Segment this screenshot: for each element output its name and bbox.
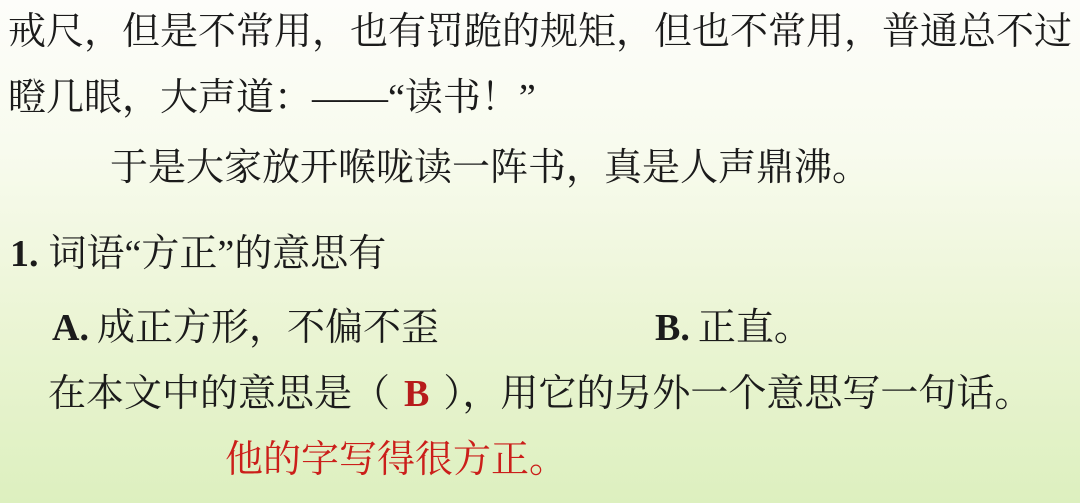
passage-text-line-2: 瞪几眼，大声道：——“读书！” [8,77,536,119]
question-row [10,232,386,278]
question-stem: 词语“方正”的意思有 [48,233,387,275]
question-number: 1. [10,233,39,275]
options-row [52,306,1042,352]
option-b-label: B. [655,307,690,349]
option-b [655,306,812,352]
option-a-label: A. [52,307,89,349]
option-a [52,307,439,349]
answer-letter: B [404,373,430,415]
fill-in-row [48,372,1032,418]
sample-answer: 他的字写得很方正。 [225,439,568,481]
fill-prefix: 在本文中的意思是（ [48,373,391,415]
passage-text-line-1: 戒尺，但是不常用，也有罚跪的规矩，但也不常用，普通总不过 [8,11,1073,53]
option-a-text: 成正方形，不偏不歪 [96,307,439,349]
passage-paragraph-2: 于是大家放开喉咙读一阵书，真是人声鼎沸。 [110,147,871,189]
option-b-text: 正直。 [697,307,812,349]
fill-suffix: ），用它的另外一个意思写一句话。 [443,373,1033,415]
